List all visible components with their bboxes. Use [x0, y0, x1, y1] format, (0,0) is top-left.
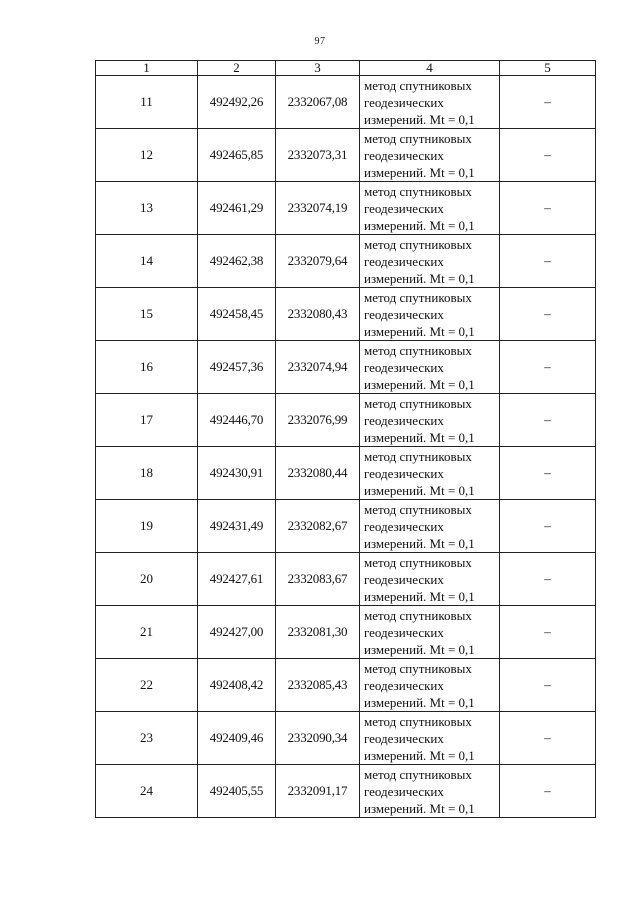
method-line-3: измерений. Mt = 0,1 — [364, 694, 475, 710]
method-cell — [360, 288, 500, 341]
x-coordinate-cell: 492458,45 — [198, 288, 276, 341]
method-line-3: измерений. Mt = 0,1 — [364, 429, 475, 445]
method-line-2: геодезических — [364, 200, 444, 216]
column-5-cell: – — [500, 712, 596, 765]
method-cell — [360, 235, 500, 288]
point-number-cell: 19 — [96, 500, 198, 553]
x-coordinate-cell: 492427,61 — [198, 553, 276, 606]
method-line-1: метод спутниковых — [364, 660, 472, 676]
point-number-cell: 23 — [96, 712, 198, 765]
y-coordinate-cell: 2332076,99 — [276, 394, 360, 447]
method-line-3: измерений. Mt = 0,1 — [364, 482, 475, 498]
method-line-3: измерений. Mt = 0,1 — [364, 588, 475, 604]
method-line-1: метод спутниковых — [364, 713, 472, 729]
method-line-2: геодезических — [364, 306, 444, 322]
coordinates-table — [95, 60, 596, 818]
method-line-2: геодезических — [364, 518, 444, 534]
header-col-4: 4 — [360, 61, 500, 76]
header-row — [96, 61, 596, 76]
table-header — [96, 61, 596, 76]
column-5-cell: – — [500, 341, 596, 394]
x-coordinate-cell: 492431,49 — [198, 500, 276, 553]
point-number-cell: 21 — [96, 606, 198, 659]
x-coordinate-cell: 492405,55 — [198, 765, 276, 818]
method-line-1: метод спутниковых — [364, 448, 472, 464]
x-coordinate-cell: 492461,29 — [198, 182, 276, 235]
header-col-1: 1 — [96, 61, 198, 76]
y-coordinate-cell: 2332074,19 — [276, 182, 360, 235]
method-line-1: метод спутниковых — [364, 236, 472, 252]
column-5-cell: – — [500, 288, 596, 341]
column-5-cell: – — [500, 182, 596, 235]
table-row — [96, 394, 596, 447]
column-5-cell: – — [500, 606, 596, 659]
header-col-3: 3 — [276, 61, 360, 76]
point-number-cell: 24 — [96, 765, 198, 818]
point-number-cell: 17 — [96, 394, 198, 447]
x-coordinate-cell: 492408,42 — [198, 659, 276, 712]
table-body — [96, 76, 596, 818]
method-line-3: измерений. Mt = 0,1 — [364, 270, 475, 286]
method-cell — [360, 447, 500, 500]
method-line-2: геодезических — [364, 465, 444, 481]
method-line-3: измерений. Mt = 0,1 — [364, 217, 475, 233]
method-line-2: геодезических — [364, 783, 444, 799]
point-number-cell: 22 — [96, 659, 198, 712]
method-line-1: метод спутниковых — [364, 289, 472, 305]
table-row — [96, 606, 596, 659]
method-line-2: геодезических — [364, 677, 444, 693]
y-coordinate-cell: 2332090,34 — [276, 712, 360, 765]
method-line-3: измерений. Mt = 0,1 — [364, 376, 475, 392]
method-line-2: геодезических — [364, 147, 444, 163]
point-number-cell: 18 — [96, 447, 198, 500]
table-row — [96, 288, 596, 341]
method-line-1: метод спутниковых — [364, 342, 472, 358]
method-cell — [360, 394, 500, 447]
column-5-cell: – — [500, 129, 596, 182]
method-cell — [360, 553, 500, 606]
x-coordinate-cell: 492457,36 — [198, 341, 276, 394]
table-row — [96, 447, 596, 500]
table-row — [96, 553, 596, 606]
method-line-1: метод спутниковых — [364, 130, 472, 146]
header-col-2: 2 — [198, 61, 276, 76]
method-cell — [360, 182, 500, 235]
y-coordinate-cell: 2332073,31 — [276, 129, 360, 182]
method-line-2: геодезических — [364, 253, 444, 269]
column-5-cell: – — [500, 394, 596, 447]
x-coordinate-cell: 492465,85 — [198, 129, 276, 182]
column-5-cell: – — [500, 447, 596, 500]
method-line-1: метод спутниковых — [364, 766, 472, 782]
method-line-3: измерений. Mt = 0,1 — [364, 323, 475, 339]
method-line-2: геодезических — [364, 94, 444, 110]
table-row — [96, 712, 596, 765]
y-coordinate-cell: 2332081,30 — [276, 606, 360, 659]
method-cell — [360, 129, 500, 182]
method-line-3: измерений. Mt = 0,1 — [364, 111, 475, 127]
method-line-1: метод спутниковых — [364, 554, 472, 570]
table-row — [96, 129, 596, 182]
x-coordinate-cell: 492462,38 — [198, 235, 276, 288]
y-coordinate-cell: 2332074,94 — [276, 341, 360, 394]
y-coordinate-cell: 2332083,67 — [276, 553, 360, 606]
table-row — [96, 500, 596, 553]
column-5-cell: – — [500, 235, 596, 288]
column-5-cell: – — [500, 659, 596, 712]
method-line-1: метод спутниковых — [364, 77, 472, 93]
method-line-3: измерений. Mt = 0,1 — [364, 641, 475, 657]
method-cell — [360, 76, 500, 129]
x-coordinate-cell: 492409,46 — [198, 712, 276, 765]
y-coordinate-cell: 2332079,64 — [276, 235, 360, 288]
x-coordinate-cell: 492427,00 — [198, 606, 276, 659]
method-line-1: метод спутниковых — [364, 395, 472, 411]
y-coordinate-cell: 2332082,67 — [276, 500, 360, 553]
method-cell — [360, 712, 500, 765]
method-cell — [360, 606, 500, 659]
method-line-1: метод спутниковых — [364, 607, 472, 623]
page-number: 97 — [314, 36, 326, 47]
y-coordinate-cell: 2332091,17 — [276, 765, 360, 818]
point-number-cell: 13 — [96, 182, 198, 235]
point-number-cell: 12 — [96, 129, 198, 182]
point-number-cell: 14 — [96, 235, 198, 288]
method-line-1: метод спутниковых — [364, 501, 472, 517]
y-coordinate-cell: 2332085,43 — [276, 659, 360, 712]
x-coordinate-cell: 492492,26 — [198, 76, 276, 129]
table-row — [96, 76, 596, 129]
x-coordinate-cell: 492430,91 — [198, 447, 276, 500]
table-row — [96, 235, 596, 288]
table-row — [96, 659, 596, 712]
point-number-cell: 20 — [96, 553, 198, 606]
column-5-cell: – — [500, 553, 596, 606]
method-line-3: измерений. Mt = 0,1 — [364, 747, 475, 763]
table-row — [96, 765, 596, 818]
method-line-1: метод спутниковых — [364, 183, 472, 199]
column-5-cell: – — [500, 500, 596, 553]
y-coordinate-cell: 2332080,44 — [276, 447, 360, 500]
method-line-2: геодезических — [364, 359, 444, 375]
x-coordinate-cell: 492446,70 — [198, 394, 276, 447]
method-cell — [360, 341, 500, 394]
method-cell — [360, 659, 500, 712]
method-line-2: геодезических — [364, 571, 444, 587]
table-row — [96, 341, 596, 394]
point-number-cell: 15 — [96, 288, 198, 341]
method-line-2: геодезических — [364, 412, 444, 428]
point-number-cell: 16 — [96, 341, 198, 394]
method-line-2: геодезических — [364, 730, 444, 746]
column-5-cell: – — [500, 76, 596, 129]
y-coordinate-cell: 2332067,08 — [276, 76, 360, 129]
point-number-cell: 11 — [96, 76, 198, 129]
method-cell — [360, 500, 500, 553]
column-5-cell: – — [500, 765, 596, 818]
method-line-2: геодезических — [364, 624, 444, 640]
table-row — [96, 182, 596, 235]
header-col-5: 5 — [500, 61, 596, 76]
method-line-3: измерений. Mt = 0,1 — [364, 164, 475, 180]
method-line-3: измерений. Mt = 0,1 — [364, 535, 475, 551]
y-coordinate-cell: 2332080,43 — [276, 288, 360, 341]
method-cell — [360, 765, 500, 818]
method-line-3: измерений. Mt = 0,1 — [364, 800, 475, 816]
